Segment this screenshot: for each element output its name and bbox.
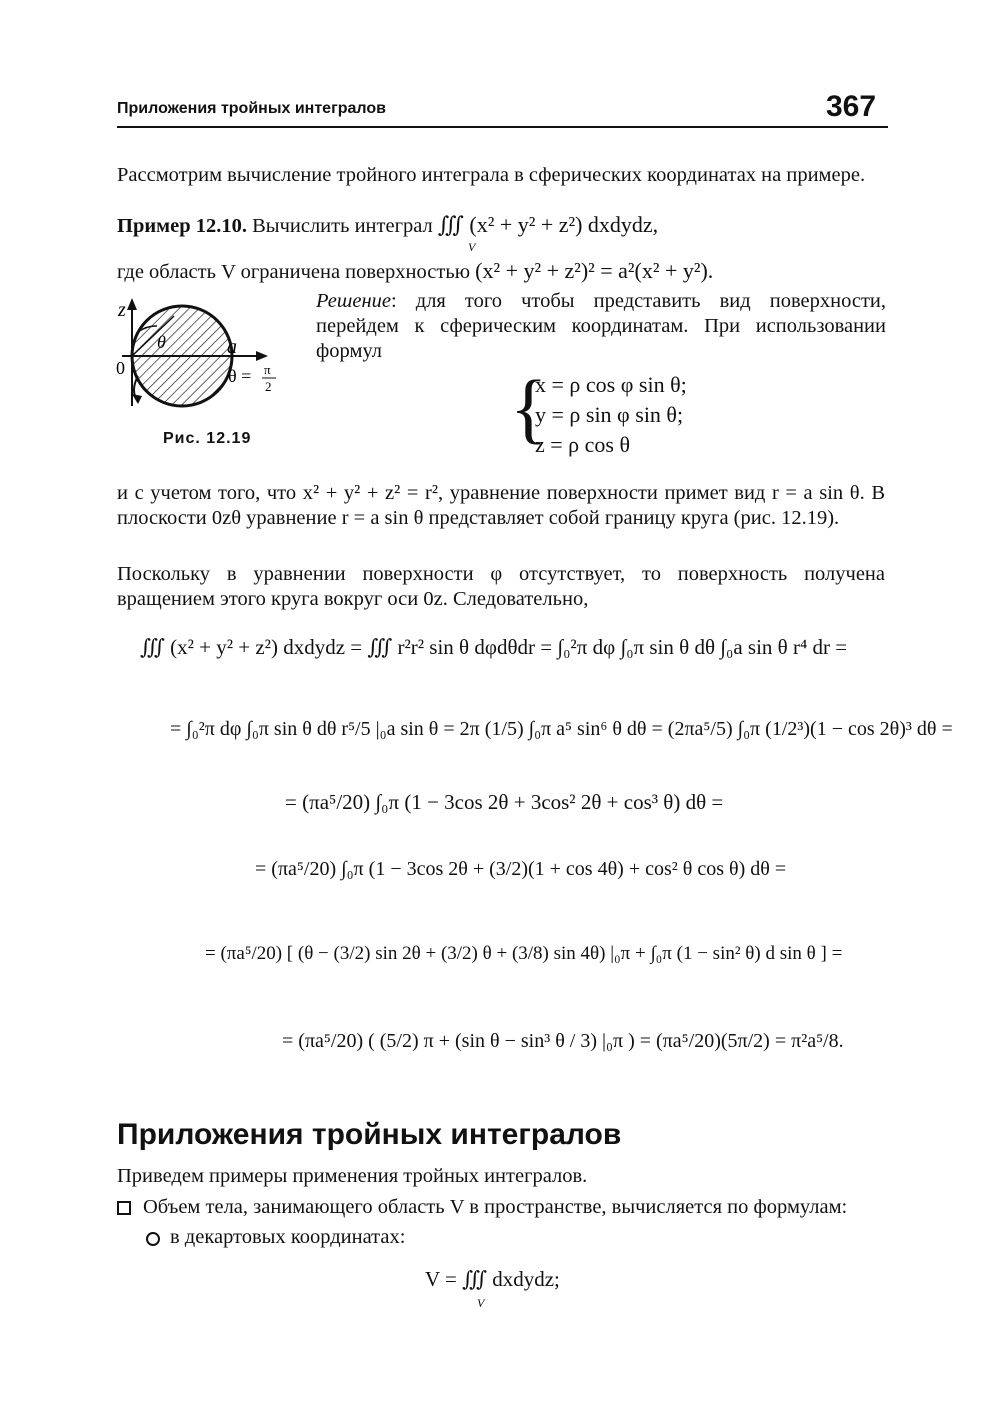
bullet-1: Объем тела, занимающего область V в пространстве, вычисляется по формулам: [143,1196,848,1218]
solution-paragraph [316,289,886,364]
label-angle: θ = [228,366,252,386]
section-heading: Приложения тройных интегралов [117,1118,622,1151]
label-two: 2 [265,379,272,394]
equation-1: ∭ (x² + y² + z²) dxdydz = ∭ r²r² sin θ dφdθdr = ∫₀²π dφ ∫₀π sin θ dθ ∫₀a sin θ r⁴ dr = [140,635,848,659]
paragraph-3: Поскольку в уравнении поверхности φ отсутствует, то поверхность получена вращением этого круга вокруг оси 0z. Следовательно, [117,563,885,610]
bullet-square-icon [117,1201,131,1215]
header-rule [117,126,888,128]
example-where [117,258,887,285]
equation-2: = ∫₀²π dφ ∫₀π sin θ dθ r⁵/5 |₀a sin θ = 2π (1/5) ∫₀π a⁵ sin⁶ θ dθ = (2πa⁵/5) ∫₀π (1/2³)(1 − cos 2θ)³ dθ = [170,718,953,740]
surface-equation: (x² + y² + z²)² = a²(x² + y²). [475,258,714,283]
equation-3: = (πa⁵/20) ∫₀π (1 − 3cos 2θ + 3cos² 2θ + cos³ θ) dθ = [285,790,724,814]
page-number: 367 [826,90,877,123]
system-eq-2: y = ρ sin φ sin θ; [535,402,684,427]
sub-bullet-1: в декартовых координатах: [170,1226,406,1248]
volume-formula-sub: V [477,1296,485,1310]
solution-text: : для того чтобы представить вид поверхности, перейдем к сферическим координатам. При использовании формул [316,290,886,362]
label-origin: 0 [116,358,125,378]
intro-paragraph: Рассмотрим вычисление тройного интеграла в сферических координатах на примере. [117,164,866,186]
label-theta: θ [157,332,166,352]
example-where-text: где область V ограничена поверхностью [117,261,471,283]
example-domain-sub: V [468,240,476,254]
z-arrow [127,298,137,310]
system-eq-1: x = ρ cos φ sin θ; [535,372,687,397]
figure-circle [112,296,287,416]
label-z: z [118,299,126,321]
volume-formula: V = ∭ dxdydz; [425,1267,560,1291]
system-eq-3: z = ρ cos θ [535,432,631,457]
figure-caption: Рис. 12.19 [163,430,252,447]
example-integral: ∭ (x² + y² + z²) dxdydz, [437,212,659,237]
example-line [117,212,887,239]
equation-6: = (πa⁵/20) ( (5/2) π + (sin θ − sin³ θ / 3) |₀π ) = (πa⁵/20)(5π/2) = π²a⁵/8. [282,1030,844,1052]
running-title: Приложения тройных интегралов [117,100,386,117]
paragraph-2: и с учетом того, что x² + y² + z² = r², уравнение поверхности примет вид r = a sin θ. В плоскости 0zθ уравнение r = a sin θ представляет собой границу круга (рис. 12.19). [117,482,885,529]
hatched-circle [132,306,232,406]
label-a: a [227,336,237,358]
x-arrow [256,351,268,361]
example-label: Пример 12.10. [117,215,247,237]
example-task: Вычислить интеграл [252,215,433,237]
label-pi: π [264,362,271,377]
equation-4: = (πa⁵/20) ∫₀π (1 − 3cos 2θ + (3/2)(1 + cos 4θ) + cos² θ cos θ) dθ = [255,858,787,880]
section-intro: Приведем примеры применения тройных интегралов. [117,1165,588,1187]
bullet-circle-icon [146,1232,160,1246]
system-brace: { [510,364,548,451]
solution-label: Решение [316,290,391,312]
equation-5: = (πa⁵/20) [ (θ − (3/2) sin 2θ + (3/2) θ + (3/8) sin 4θ) |₀π + ∫₀π (1 − sin² θ) d sin θ ] = [205,943,843,964]
